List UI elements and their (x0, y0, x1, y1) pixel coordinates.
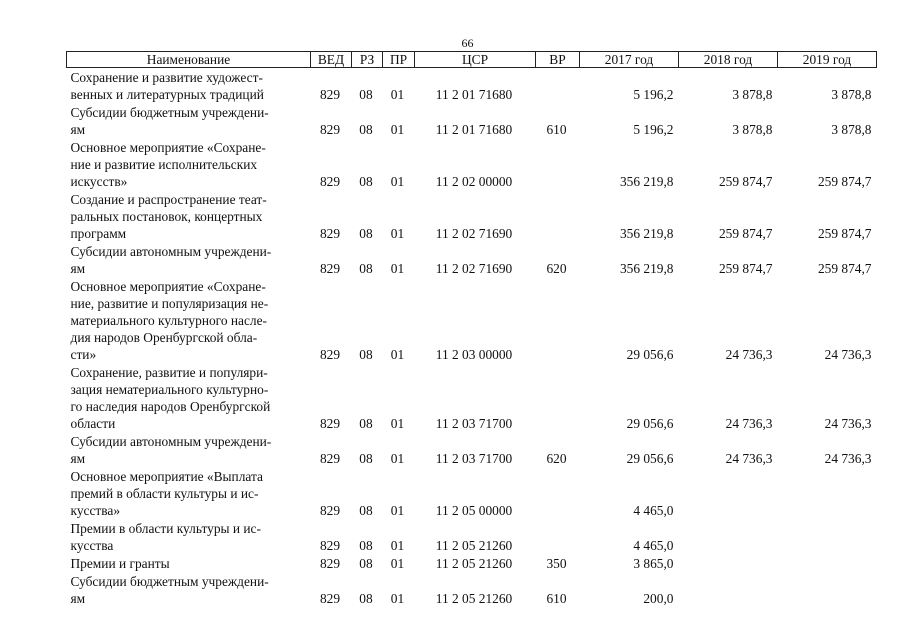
name-line: программ (70, 226, 127, 241)
name-line: ям (70, 451, 86, 466)
cell-2018 (679, 554, 778, 572)
cell-pr: 01 (390, 503, 405, 518)
cell-2019: 24 736,3 (824, 347, 872, 362)
cell-csr: 11 2 05 21260 (435, 538, 513, 553)
name-line: дия народов Оренбургской обла- (70, 330, 258, 345)
cell-2017: 4 465,0 (633, 538, 674, 553)
cell-2018 (679, 572, 778, 607)
name-line: Субсидии автономным учреждени- (70, 434, 272, 449)
cell-rz: 08 (359, 87, 373, 102)
cell-pr: 01 (390, 591, 405, 606)
table-row (67, 363, 877, 432)
cell-2017: 29 056,6 (626, 451, 674, 466)
name-line: искусств» (70, 174, 128, 189)
name-line: кусства (70, 538, 114, 553)
table-row (67, 277, 877, 363)
name-line: го наследия народов Оренбургской (70, 399, 271, 414)
name-line: зация нематериального культурно- (70, 382, 269, 397)
cell-2017: 29 056,6 (626, 416, 674, 431)
cell-name (67, 572, 311, 607)
name-line: Создание и распространение теат- (70, 192, 267, 207)
cell-2017: 200,0 (643, 591, 674, 606)
cell-name (67, 103, 311, 138)
cell-ved: 829 (319, 416, 341, 431)
cell-pr: 01 (390, 174, 405, 189)
cell-csr: 11 2 02 00000 (435, 174, 513, 189)
cell-2019: 259 874,7 (817, 174, 872, 189)
cell-2017: 3 865,0 (633, 556, 674, 571)
cell-2019 (778, 554, 877, 572)
cell-ved: 829 (319, 538, 341, 553)
name-line: Сохранение и развитие художест- (70, 70, 263, 85)
cell-name (67, 138, 311, 190)
table-row (67, 190, 877, 242)
cell-csr: 11 2 05 21260 (435, 556, 513, 571)
cell-csr: 11 2 03 00000 (435, 347, 513, 362)
cell-vr (536, 277, 580, 363)
cell-ved: 829 (319, 226, 341, 241)
cell-csr: 11 2 03 71700 (435, 451, 513, 466)
cell-pr: 01 (390, 556, 405, 571)
cell-ved: 829 (319, 122, 341, 137)
table-row (67, 432, 877, 467)
cell-ved: 829 (319, 261, 341, 276)
header-rz: РЗ (352, 52, 383, 68)
name-line: кусства» (70, 503, 121, 518)
table-row (67, 554, 877, 572)
cell-vr: 620 (546, 451, 567, 466)
name-line: Субсидии автономным учреждени- (70, 244, 272, 259)
name-line: ние, развитие и популяризация не- (70, 296, 269, 311)
header-name: Наименование (67, 52, 311, 68)
cell-2018 (679, 467, 778, 519)
cell-pr: 01 (390, 347, 405, 362)
cell-2018: 3 878,8 (732, 122, 773, 137)
cell-rz: 08 (359, 347, 373, 362)
cell-vr (536, 363, 580, 432)
cell-vr: 620 (546, 261, 567, 276)
cell-pr: 01 (390, 122, 405, 137)
cell-rz: 08 (359, 416, 373, 431)
name-line: венных и литературных традиций (70, 87, 264, 102)
cell-vr (536, 467, 580, 519)
cell-2019: 3 878,8 (831, 122, 872, 137)
cell-2018: 24 736,3 (725, 451, 773, 466)
cell-csr: 11 2 05 00000 (435, 503, 513, 518)
name-line: Субсидии бюджетным учреждени- (70, 574, 269, 589)
cell-ved: 829 (319, 451, 341, 466)
table-body (67, 68, 877, 608)
cell-name (67, 467, 311, 519)
cell-2019 (778, 519, 877, 554)
name-line: Премии и гранты (70, 556, 170, 571)
cell-name (67, 190, 311, 242)
header-csr: ЦСР (415, 52, 536, 68)
cell-name (67, 519, 311, 554)
cell-pr: 01 (390, 261, 405, 276)
header-pr: ПР (383, 52, 415, 68)
cell-vr (536, 519, 580, 554)
name-line: сти» (70, 347, 97, 362)
header-vr: ВР (536, 52, 580, 68)
table-row (67, 572, 877, 607)
cell-2017: 356 219,8 (619, 226, 674, 241)
cell-rz: 08 (359, 503, 373, 518)
cell-2017: 5 196,2 (633, 87, 674, 102)
name-line: Премии в области культуры и ис- (70, 521, 261, 536)
cell-2018: 24 736,3 (725, 416, 773, 431)
cell-vr: 610 (546, 591, 567, 606)
name-line: ям (70, 591, 86, 606)
cell-ved: 829 (319, 591, 341, 606)
table-row (67, 138, 877, 190)
cell-2017: 356 219,8 (619, 174, 674, 189)
cell-2019: 24 736,3 (824, 451, 872, 466)
cell-2018: 259 874,7 (718, 261, 773, 276)
cell-name (67, 363, 311, 432)
cell-rz: 08 (359, 174, 373, 189)
cell-2018 (679, 519, 778, 554)
cell-rz: 08 (359, 556, 373, 571)
cell-ved: 829 (319, 87, 341, 102)
cell-rz: 08 (359, 591, 373, 606)
cell-2018: 259 874,7 (718, 174, 773, 189)
budget-table (66, 51, 877, 607)
cell-ved: 829 (319, 503, 341, 518)
cell-2017: 356 219,8 (619, 261, 674, 276)
cell-ved: 829 (319, 556, 341, 571)
cell-ved: 829 (319, 347, 341, 362)
cell-rz: 08 (359, 451, 373, 466)
name-line: ние и развитие исполнительских (70, 157, 258, 172)
cell-pr: 01 (390, 87, 405, 102)
name-line: Основное мероприятие «Выплата (70, 469, 263, 484)
cell-2017: 4 465,0 (633, 503, 674, 518)
cell-pr: 01 (390, 538, 405, 553)
cell-rz: 08 (359, 226, 373, 241)
cell-csr: 11 2 05 21260 (435, 591, 513, 606)
header-2017: 2017 год (580, 52, 679, 68)
cell-vr (536, 190, 580, 242)
name-line: ям (70, 122, 86, 137)
cell-2019 (778, 467, 877, 519)
cell-ved: 829 (319, 174, 341, 189)
cell-csr: 11 2 01 71680 (435, 87, 513, 102)
name-line: Основное мероприятие «Сохране- (70, 140, 266, 155)
cell-vr (536, 138, 580, 190)
cell-name (67, 277, 311, 363)
cell-vr: 350 (546, 556, 567, 571)
page-number: 66 (461, 36, 474, 50)
cell-2018: 259 874,7 (718, 226, 773, 241)
name-line: ральных постановок, концертных (70, 209, 263, 224)
name-line: Основное мероприятие «Сохране- (70, 279, 266, 294)
cell-2019 (778, 572, 877, 607)
table-row (67, 519, 877, 554)
cell-2017: 5 196,2 (633, 122, 674, 137)
cell-name (67, 242, 311, 277)
cell-rz: 08 (359, 261, 373, 276)
cell-2018: 24 736,3 (725, 347, 773, 362)
cell-csr: 11 2 02 71690 (435, 226, 513, 241)
cell-name (67, 432, 311, 467)
cell-csr: 11 2 01 71680 (435, 122, 513, 137)
cell-csr: 11 2 02 71690 (435, 261, 513, 276)
name-line: Субсидии бюджетным учреждени- (70, 105, 269, 120)
table-row (67, 467, 877, 519)
cell-pr: 01 (390, 226, 405, 241)
name-line: ям (70, 261, 86, 276)
cell-2019: 259 874,7 (817, 261, 872, 276)
table-row (67, 103, 877, 138)
name-line: материального культурного насле- (70, 313, 268, 328)
name-line: Сохранение, развитие и популяри- (70, 365, 268, 380)
cell-vr: 610 (546, 122, 567, 137)
cell-2019: 3 878,8 (831, 87, 872, 102)
cell-rz: 08 (359, 122, 373, 137)
name-line: области (70, 416, 116, 431)
table-row (67, 68, 877, 104)
header-2018: 2018 год (679, 52, 778, 68)
cell-csr: 11 2 03 71700 (435, 416, 513, 431)
cell-pr: 01 (390, 451, 405, 466)
cell-pr: 01 (390, 416, 405, 431)
cell-2019: 24 736,3 (824, 416, 872, 431)
table-row (67, 242, 877, 277)
header-2019: 2019 год (778, 52, 877, 68)
cell-2019: 259 874,7 (817, 226, 872, 241)
cell-rz: 08 (359, 538, 373, 553)
header-ved: ВЕД (311, 52, 352, 68)
cell-name (67, 68, 311, 104)
cell-2018: 3 878,8 (732, 87, 773, 102)
name-line: премий в области культуры и ис- (70, 486, 259, 501)
cell-2017: 29 056,6 (626, 347, 674, 362)
cell-vr (536, 68, 580, 104)
table-header-row (67, 52, 877, 68)
cell-name (67, 554, 311, 572)
